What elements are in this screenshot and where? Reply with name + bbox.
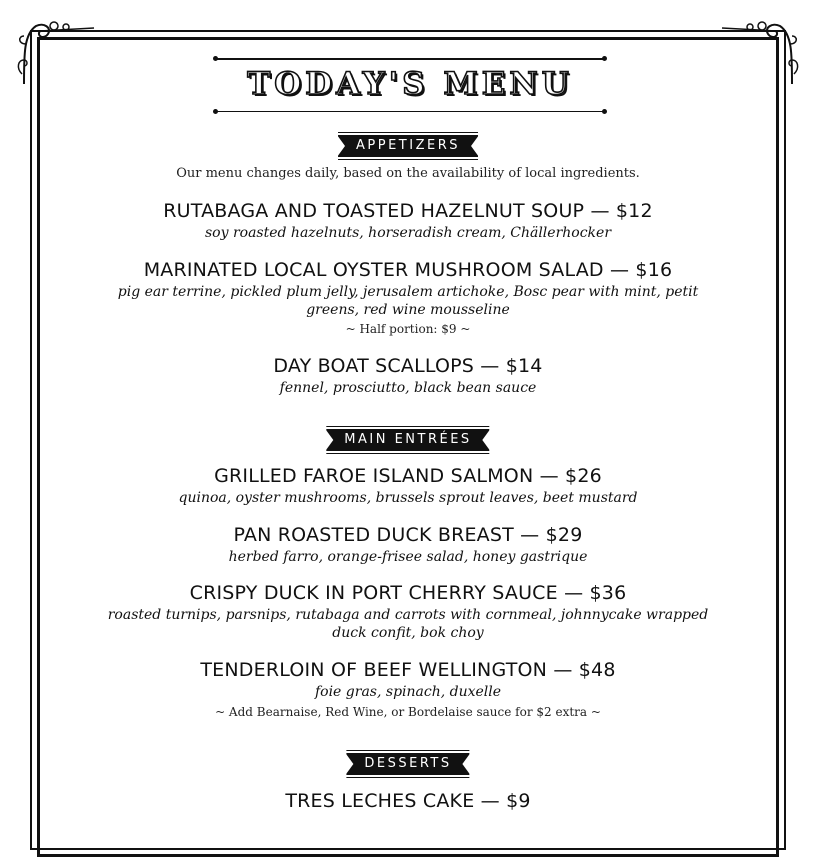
dish-name: RUTABAGA AND TOASTED HAZELNUT SOUP — $12 [163,200,653,222]
title-rule-top [216,58,604,60]
menu-title-block [216,58,604,112]
dish-name: TRES LECHES CAKE — $9 [285,790,531,812]
title-rule-bottom [216,111,604,113]
dish-name: CRISPY DUCK IN PORT CHERRY SAUCE — $36 [189,582,627,604]
dish-aside: ~ Half portion: $9 ~ [345,322,471,336]
section-label: DESSERTS [346,753,469,775]
dish-description: herbed farro, orange-frisee salad, honey gastrique [228,549,588,565]
section-banner-mains [326,429,489,451]
section-label: MAIN ENTRÉES [326,429,489,451]
menu-title: TODAY'S MENU [247,66,573,102]
dish-description: roasted turnips, parsnips, rutabaga and carrots with cornmeal, johnnycake wrapped duck confit, bok choy [107,607,709,641]
dish-aside: ~ Add Bearnaise, Red Wine, or Bordelaise sauce for $2 extra ~ [215,705,601,719]
corner-ornament-left [14,14,104,94]
dish-name: DAY BOAT SCALLOPS — $14 [273,355,543,377]
dish-description: fennel, prosciutto, black bean sauce [279,380,537,396]
dish-name: PAN ROASTED DUCK BREAST — $29 [233,524,583,546]
dish-name: GRILLED FAROE ISLAND SALMON — $26 [214,465,602,487]
section-banner-appetizers [338,135,478,157]
dish-description: pig ear terrine, pickled plum jelly, jerusalem artichoke, Bosc pear with mint, petit greens, red wine mousseline [117,284,699,318]
dish-description: foie gras, spinach, duxelle [314,684,502,700]
corner-ornament-right [712,14,802,94]
dish-description: soy roasted hazelnuts, horseradish cream, Chällerhocker [204,225,612,241]
dish-description: quinoa, oyster mushrooms, brussels sprout leaves, beet mustard [178,490,638,506]
dish-name: MARINATED LOCAL OYSTER MUSHROOM SALAD — $16 [143,259,673,281]
section-banner-desserts [346,753,469,775]
menu-note: Our menu changes daily, based on the availability of local ingredients. [176,166,640,181]
section-label: APPETIZERS [338,135,478,157]
dish-name: TENDERLOIN OF BEEF WELLINGTON — $48 [200,659,616,681]
